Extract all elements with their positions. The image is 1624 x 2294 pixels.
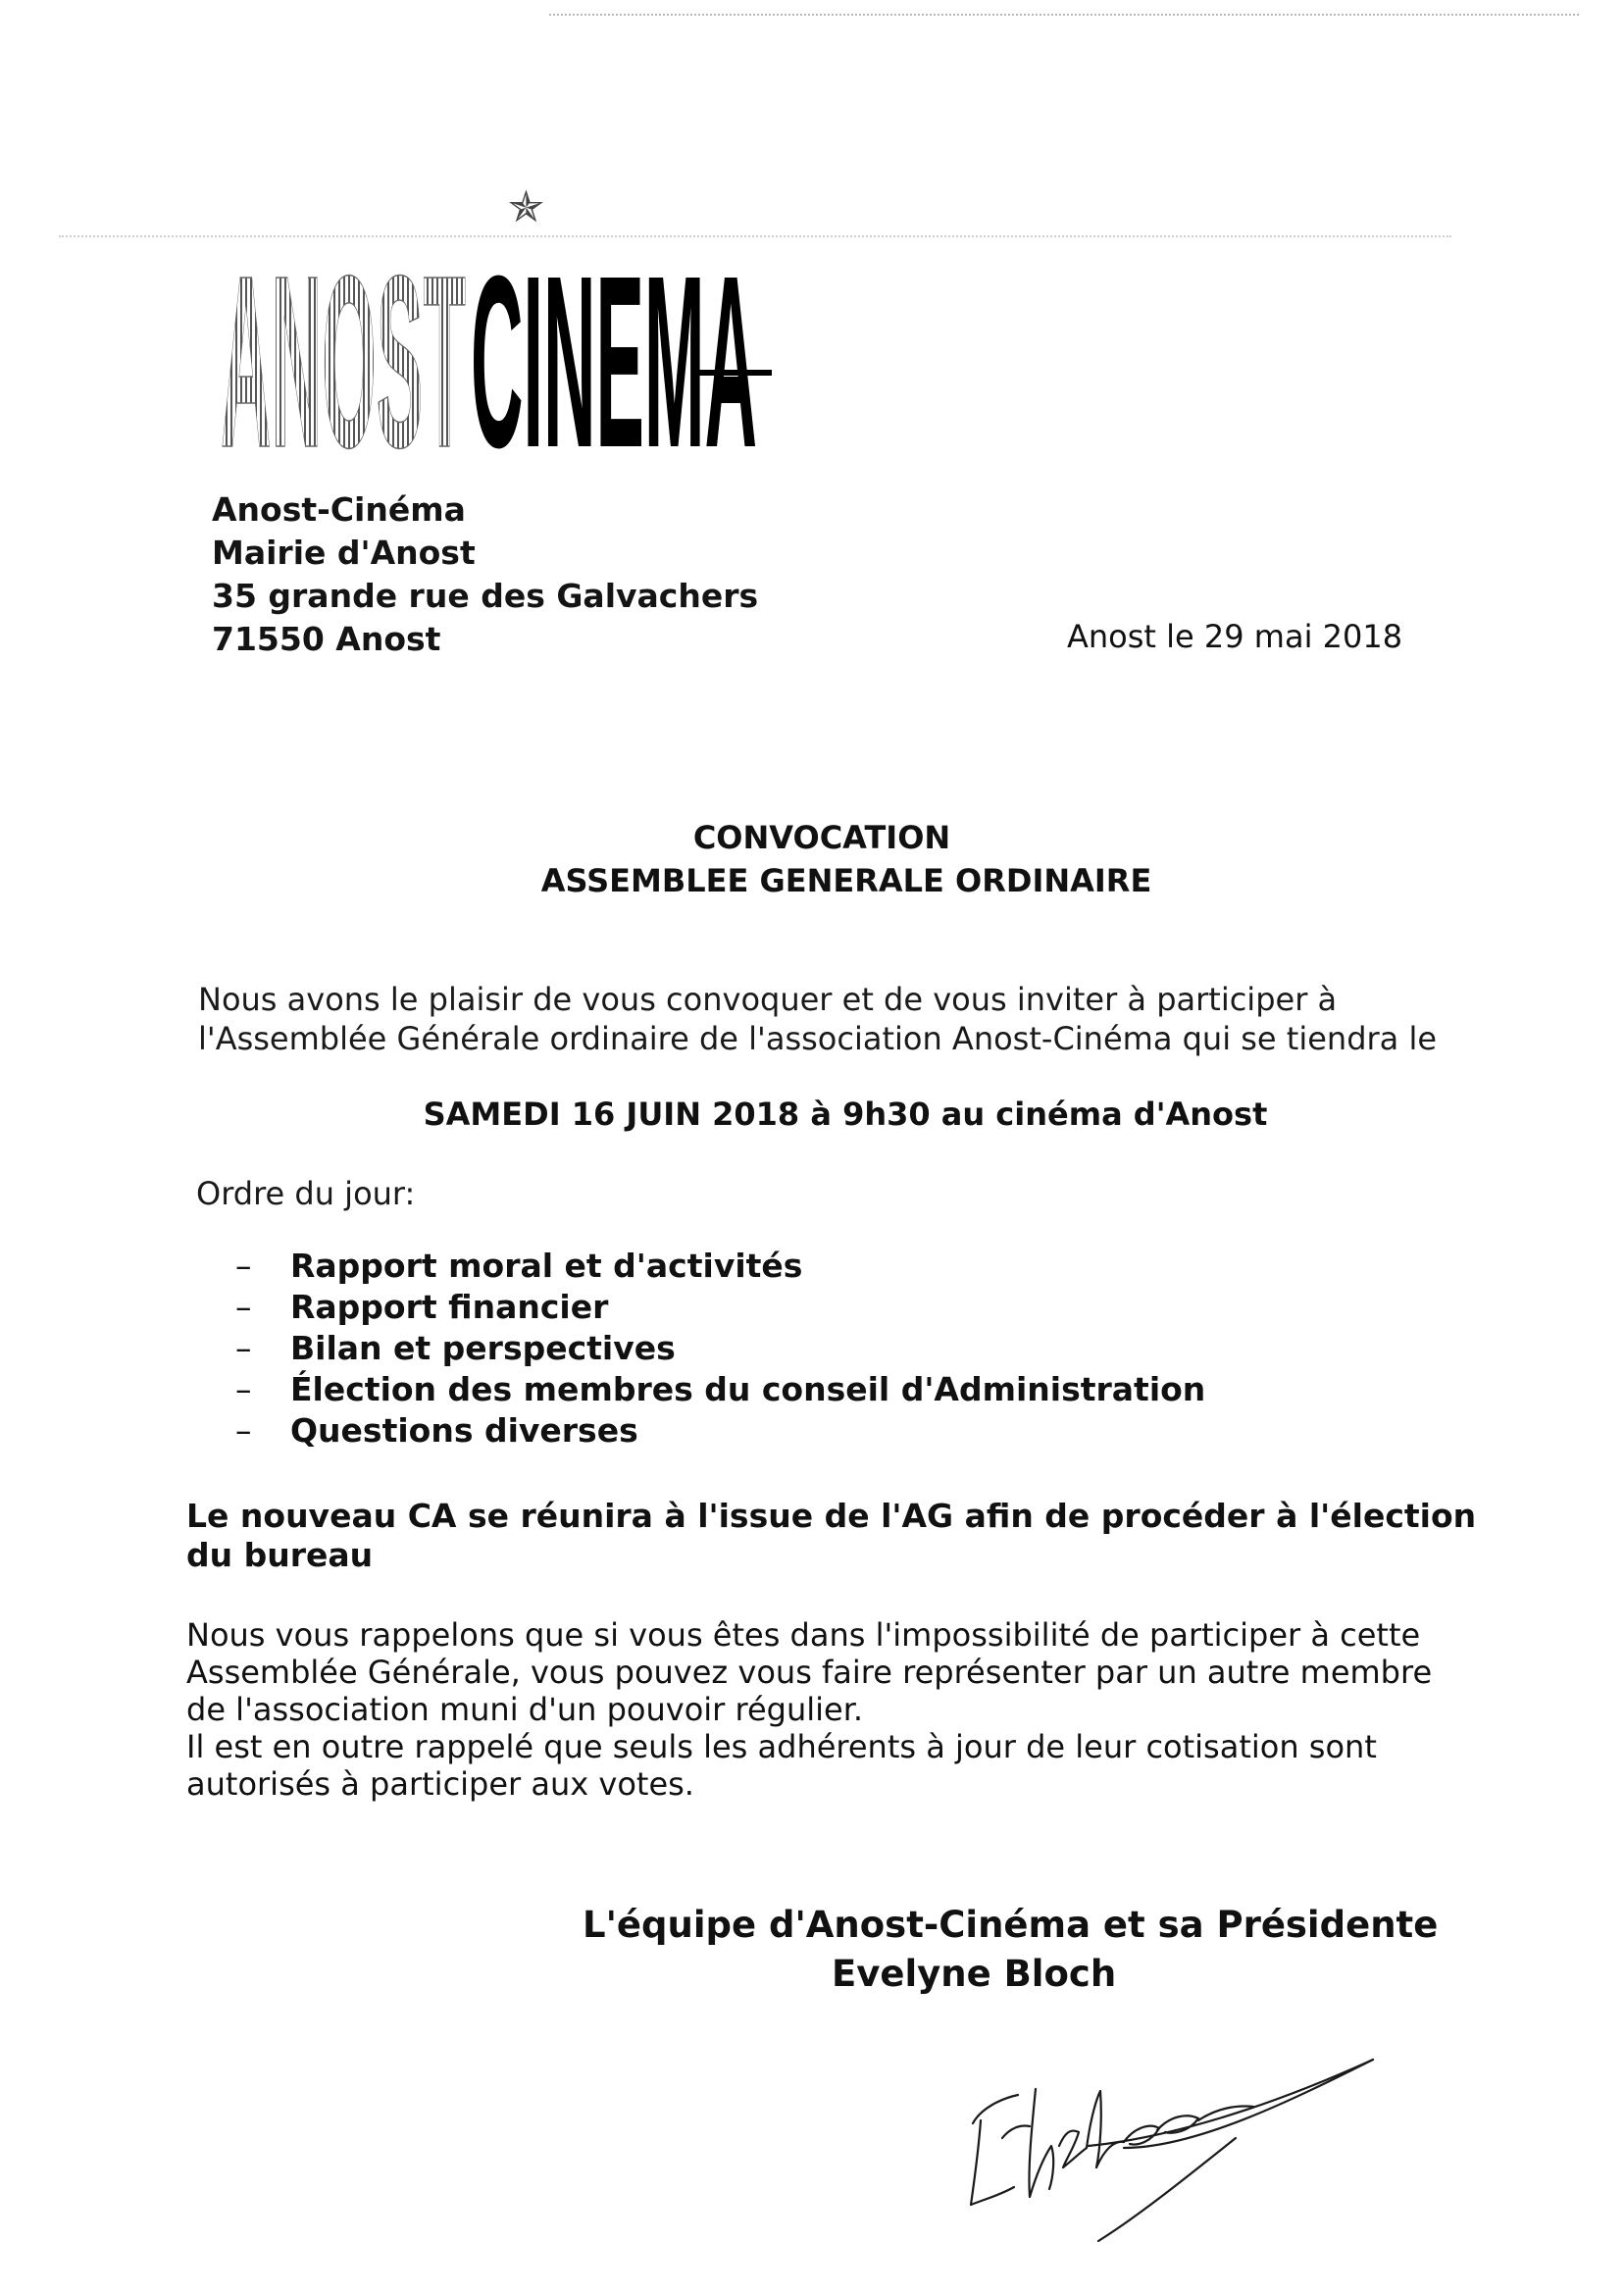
sender-name: Anost-Cinéma: [212, 490, 466, 529]
agenda-item-text: Rapport moral et d'activités: [290, 1247, 803, 1285]
agenda-heading: Ordre du jour:: [196, 1175, 416, 1212]
letter-date: Anost le 29 mai 2018: [1067, 618, 1403, 655]
handwritten-signature: [941, 2030, 1402, 2246]
star-icon: ✯: [508, 182, 544, 232]
intro-line-2: l'Assemblée Générale ordinaire de l'association Anost-Cinéma qui se tiendra le: [198, 1020, 1438, 1057]
title-assembly: ASSEMBLEE GENERALE ORDINAIRE: [540, 862, 1152, 899]
agenda-item: – Questions diverses: [235, 1411, 638, 1450]
reminder-paragraph: [186, 1616, 1432, 1803]
reminder-line: Assemblée Générale, vous pouvez vous faire représenter par un autre membre: [186, 1654, 1433, 1691]
anost-cinema-logo: [211, 177, 799, 461]
logo-text-cinema: CINEMA: [471, 225, 757, 461]
agenda-item: – Bilan et perspectives: [235, 1329, 676, 1367]
closing-team: L'équipe d'Anost-Cinéma et sa Présidente: [583, 1904, 1439, 1946]
sender-address: [212, 488, 758, 661]
closing-president-name: Evelyne Bloch: [832, 1953, 1117, 1995]
reminder-line: Nous vous rappelons que si vous êtes dans l'impossibilité de participer à cette: [186, 1616, 1421, 1654]
sender-line-2: Mairie d'Anost: [212, 534, 476, 572]
reminder-line: de l'association muni d'un pouvoir régulier.: [186, 1691, 864, 1728]
agenda-item: – Rapport financier: [235, 1288, 609, 1326]
board-notice: Le nouveau CA se réunira à l'issue de l'AG afin de procéder à l'élection du bureau: [186, 1497, 1477, 1574]
agenda-list: [235, 1246, 1205, 1452]
agenda-item-text: Questions diverses: [290, 1411, 638, 1450]
reminder-line: autorisés à participer aux votes.: [186, 1765, 694, 1803]
agenda-item: – Rapport moral et d'activités: [235, 1247, 803, 1285]
sender-street: 35 grande rue des Galvachers: [212, 577, 759, 615]
agenda-item-text: Rapport financier: [290, 1288, 609, 1326]
reminder-line: Il est en outre rappelé que seuls les adhérents à jour de leur cotisation sont: [186, 1728, 1377, 1765]
agenda-item-text: Bilan et perspectives: [290, 1329, 676, 1367]
title-convocation: CONVOCATION: [692, 819, 951, 856]
logo-text-anost: ANOST: [221, 225, 466, 461]
letter-title: [0, 816, 1624, 902]
meeting-date: SAMEDI 16 JUIN 2018 à 9h30 au cinéma d'Anost: [423, 1096, 1268, 1133]
agenda-item-text: Élection des membres du conseil d'Administration: [290, 1370, 1206, 1408]
sender-city: 71550 Anost: [212, 620, 441, 658]
agenda-item: – Élection des membres du conseil d'Administration: [235, 1370, 1206, 1408]
scan-artifact-top: [549, 14, 1579, 16]
intro-line-1: Nous avons le plaisir de vous convoquer et de vous inviter à participer à: [198, 981, 1338, 1018]
